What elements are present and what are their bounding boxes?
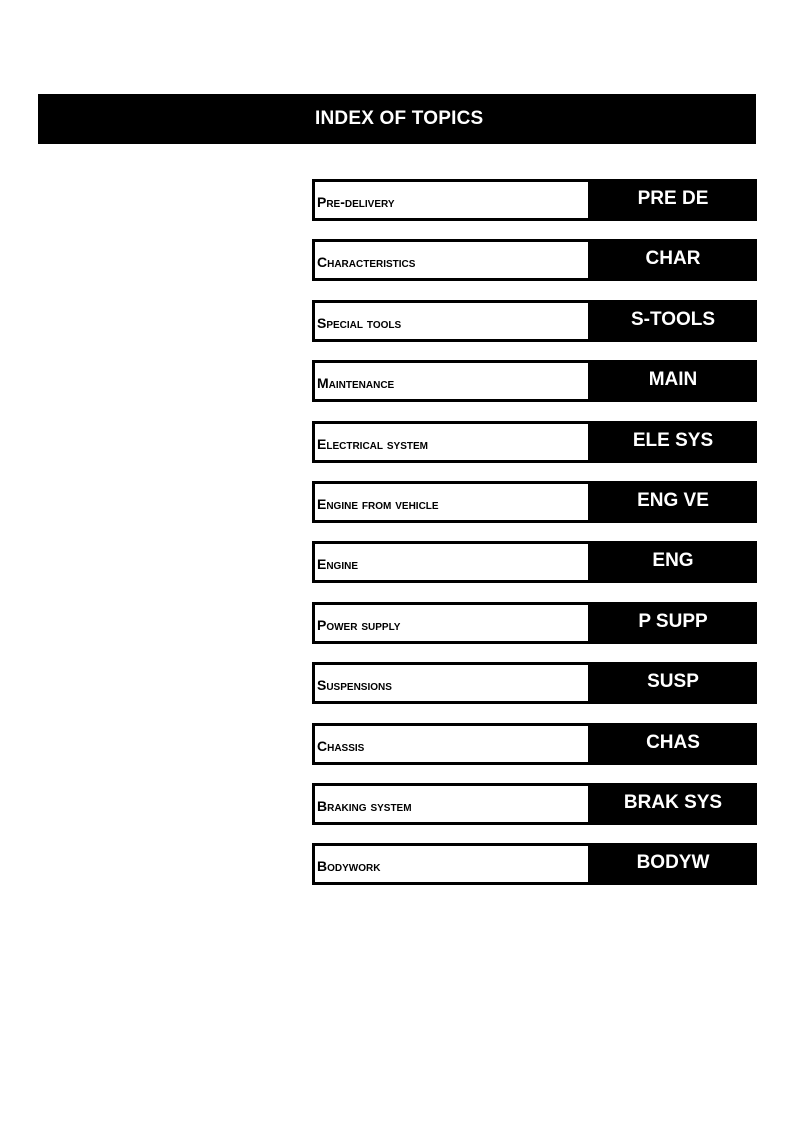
topic-row-bodywork[interactable] bbox=[312, 843, 757, 885]
topic-name-box bbox=[312, 179, 589, 221]
topic-code-box bbox=[589, 662, 757, 704]
topic-row-engine[interactable] bbox=[312, 541, 757, 583]
topic-code: CHAR bbox=[645, 248, 701, 270]
topic-name: Maintenance bbox=[317, 375, 395, 392]
topic-code-box bbox=[589, 723, 757, 765]
topic-code: ENG bbox=[652, 550, 694, 572]
page-title: INDEX OF TOPICS bbox=[315, 108, 484, 129]
topic-row-characteristics[interactable] bbox=[312, 239, 757, 281]
topic-row-pre-delivery[interactable] bbox=[312, 179, 757, 221]
topic-code-box bbox=[589, 421, 757, 463]
topic-name-box bbox=[312, 300, 589, 342]
topic-row-engine-from-vehicle[interactable] bbox=[312, 481, 757, 523]
topic-row-maintenance[interactable] bbox=[312, 360, 757, 402]
topic-name-box bbox=[312, 541, 589, 583]
topic-code-box bbox=[589, 783, 757, 825]
topic-name-box bbox=[312, 421, 589, 463]
topic-code-box bbox=[589, 360, 757, 402]
topic-code-box bbox=[589, 843, 757, 885]
topic-code: BODYW bbox=[636, 852, 710, 874]
topic-code-box bbox=[589, 239, 757, 281]
topic-name-box bbox=[312, 843, 589, 885]
topic-name: Characteristics bbox=[317, 254, 416, 271]
topic-code: S-TOOLS bbox=[630, 308, 716, 330]
topic-name: Special tools bbox=[317, 314, 402, 331]
topic-name: Power supply bbox=[317, 616, 401, 633]
topic-name-box bbox=[312, 602, 589, 644]
topic-code: PRE DE bbox=[637, 188, 709, 209]
topic-name-box bbox=[312, 783, 589, 825]
topic-code-box bbox=[589, 541, 757, 583]
topic-name-box bbox=[312, 723, 589, 765]
topic-code-box bbox=[589, 300, 757, 342]
header-bar bbox=[38, 94, 756, 144]
topic-name: Engine from vehicle bbox=[317, 495, 439, 512]
topic-name: Suspensions bbox=[317, 677, 392, 694]
topic-code: P SUPP bbox=[638, 610, 708, 632]
topic-code-box bbox=[589, 481, 757, 523]
topic-name-box bbox=[312, 481, 589, 523]
topic-name-box bbox=[312, 360, 589, 402]
topic-row-braking-system[interactable] bbox=[312, 783, 757, 825]
topic-code: BRAK SYS bbox=[623, 791, 723, 813]
topic-code: MAIN bbox=[648, 369, 698, 391]
topic-code: SUSP bbox=[647, 671, 699, 693]
topic-row-electrical-system[interactable] bbox=[312, 421, 757, 463]
topic-code: CHAS bbox=[646, 731, 700, 753]
topic-row-power-supply[interactable] bbox=[312, 602, 757, 644]
topic-name: Bodywork bbox=[317, 858, 381, 875]
topic-code-box bbox=[589, 602, 757, 644]
topic-name-box bbox=[312, 239, 589, 281]
topic-row-suspensions[interactable] bbox=[312, 662, 757, 704]
topic-name: Engine bbox=[317, 556, 359, 573]
topic-name-box bbox=[312, 662, 589, 704]
topic-code: ENG VE bbox=[637, 489, 709, 511]
topic-name: Chassis bbox=[317, 737, 365, 754]
topic-name: Braking system bbox=[317, 797, 412, 814]
topic-code-box bbox=[589, 179, 757, 221]
topic-name: Electrical system bbox=[317, 435, 429, 452]
topic-code: ELE SYS bbox=[632, 429, 714, 451]
topic-row-special-tools[interactable] bbox=[312, 300, 757, 342]
topic-name: Pre-delivery bbox=[317, 194, 395, 210]
topic-index-list bbox=[312, 179, 757, 904]
topic-row-chassis[interactable] bbox=[312, 723, 757, 765]
